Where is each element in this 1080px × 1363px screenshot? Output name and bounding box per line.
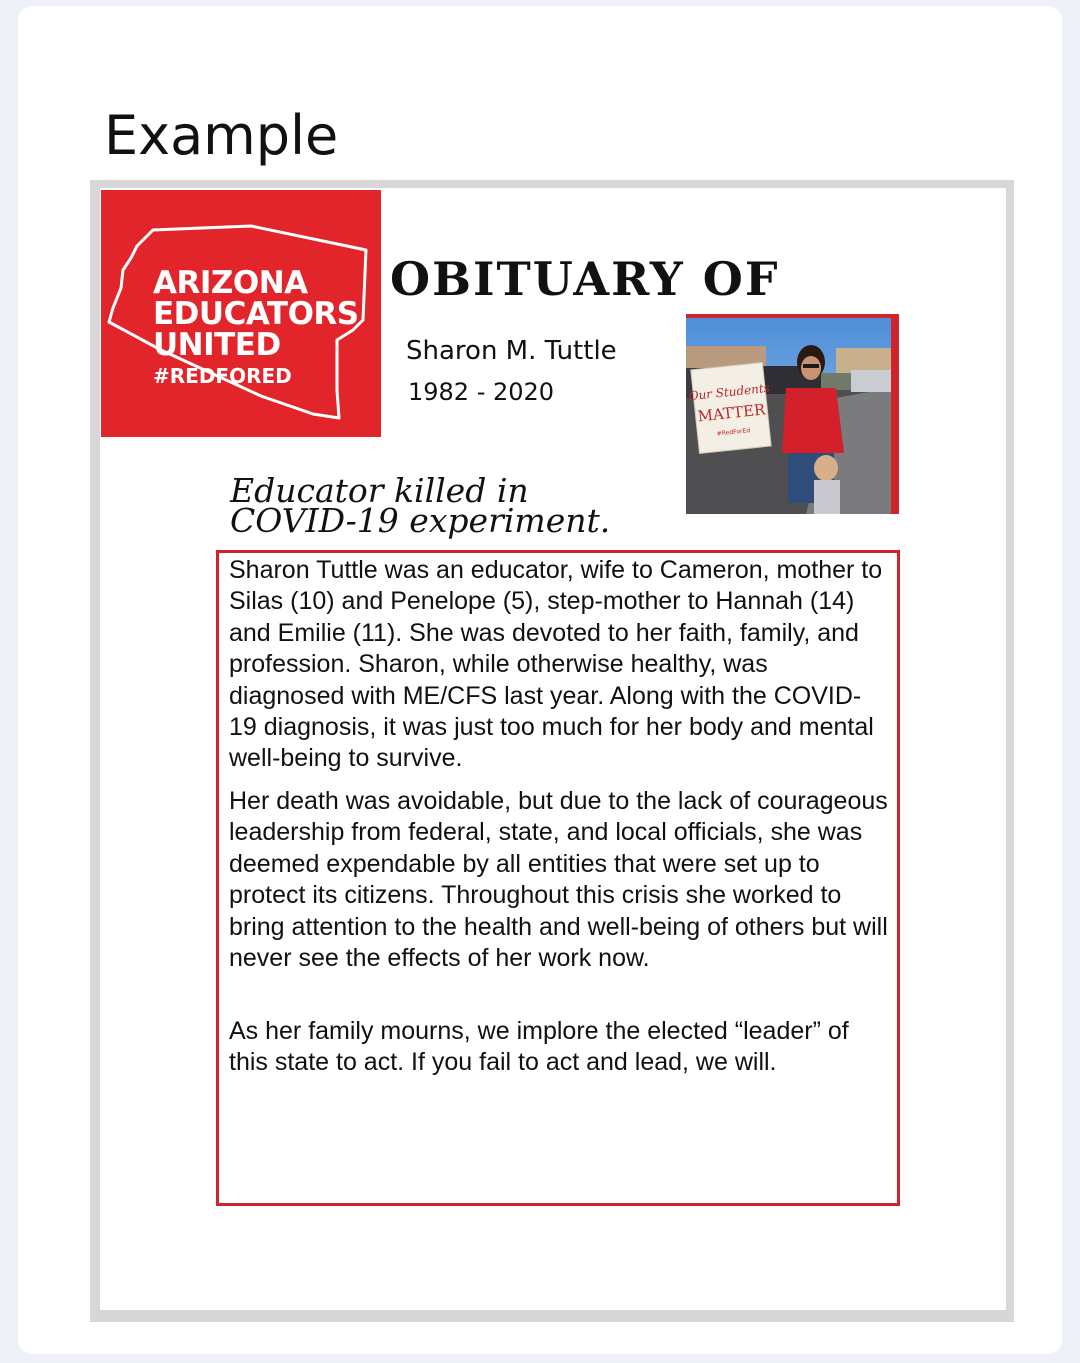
obituary-paragraph-3: As her family mourns, we implore the elected “leader” of this state to act. If you fail to act and lead, we will. [229,1017,849,1077]
obituary-heading: OBITUARY OF [390,252,780,306]
life-years: 1982 - 2020 [408,378,555,406]
sign-text-2: MATTER [696,400,767,426]
portrait-illustration [686,318,891,514]
headline-line-2: COVID-19 experiment. [230,501,611,540]
logo-line-united: UNITED [153,327,281,363]
headline-line-1: Educator killed in [230,471,529,510]
slide-label: Example [104,104,339,167]
sign-tag: #RedForEd [716,427,751,438]
logo-line-educators: EDUCATORS [153,296,359,332]
logo-line-arizona: ARIZONA [153,265,308,301]
sign-text-1: Our Students [688,380,771,404]
headline [230,471,611,540]
obituary-paragraph-2: Her death was avoidable, but due to the lack of courageous leadership from federal, state, and local officials, she was deemed expendable by all entities that were set up to protect its citizens. Throughout this crisis she worked to bring attention to the health and well-being of others but will never see the effects of her work now. [229,787,888,973]
arizona-educators-united-logo [101,190,381,437]
obituary-paragraph-1: Sharon Tuttle was an educator, wife to Cameron, mother to Silas (10) and Penelope (5), step-mother to Hannah (14) and Emilie (11). She was devoted to her faith, family, and profession. Sharon, while otherwise healthy, was diagnosed with ME/CFS last year. Along with the COVID-19 diagnosis, it was just too much for her body and mental well-being to survive. [229,556,883,773]
portrait-photo [686,318,891,514]
deceased-name: Sharon M. Tuttle [406,336,617,366]
logo-hashtag: #REDFORED [153,364,292,388]
